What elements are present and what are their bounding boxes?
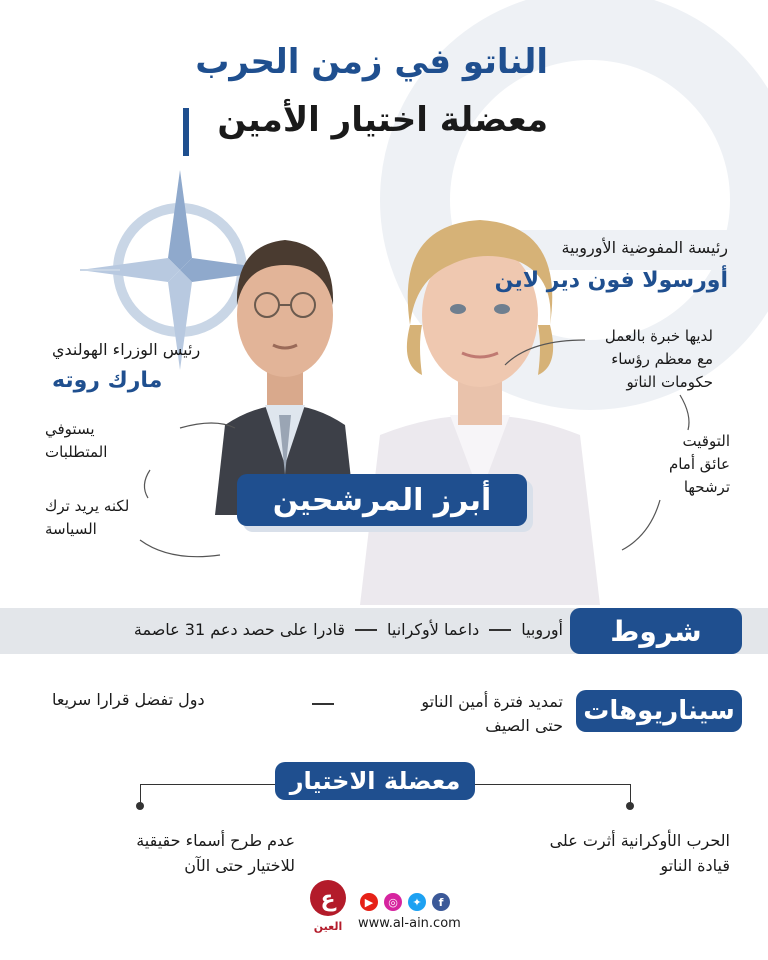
facebook-icon[interactable]: f xyxy=(432,893,450,911)
title-accent-bar xyxy=(183,108,189,156)
dilemma-label: معضلة الاختيار xyxy=(275,762,475,800)
connector-lines xyxy=(0,300,768,570)
left-candidate-note-2: لكنه يريد ترك السياسة xyxy=(45,497,130,538)
scenario-item-2: دول تفضل قرارا سريعا xyxy=(52,690,205,709)
conditions-label: شروط xyxy=(570,608,742,654)
top-candidates-badge: أبرز المرشحين xyxy=(237,474,527,526)
separator-dash xyxy=(489,629,511,631)
scenarios-label: سيناريوهات xyxy=(576,690,742,732)
dilemma-bracket-left xyxy=(140,784,141,804)
conditions-list xyxy=(134,620,563,639)
instagram-icon[interactable]: ◎ xyxy=(384,893,402,911)
logo-text: العين xyxy=(313,920,343,933)
left-candidate-role: رئيس الوزراء الهولندي xyxy=(52,340,201,359)
dilemma-left-text: عدم طرح أسماء حقيقية للاختيار حتى الآن xyxy=(136,831,295,875)
title-line-2: معضلة اختيار الأمين xyxy=(217,100,548,140)
title-line-1: الناتو في زمن الحرب xyxy=(195,42,548,82)
left-candidate-note-1: يستوفي المتطلبات xyxy=(45,420,108,461)
separator-dash xyxy=(355,629,377,631)
website-link[interactable]: www.al-ain.com xyxy=(358,916,461,931)
scenario-item-1: تمديد فترة أمين الناتو حتى الصيف xyxy=(421,692,563,735)
right-candidate-note-1: لديها خبرة بالعمل مع معظم رؤساء حكومات الناتو xyxy=(604,327,713,391)
separator-dash xyxy=(312,703,334,705)
dilemma-bracket-right xyxy=(630,784,631,804)
left-candidate-name: مارك روته xyxy=(52,368,163,393)
logo-letter: ع xyxy=(320,887,336,912)
twitter-icon[interactable]: ✦ xyxy=(408,893,426,911)
al-ain-logo-icon xyxy=(306,878,350,926)
right-candidate-note-2: التوقيت عائق أمام ترشحها xyxy=(668,432,730,496)
youtube-icon[interactable]: ▶ xyxy=(360,893,378,911)
social-icons xyxy=(360,893,450,911)
dilemma-right-text: الحرب الأوكرانية أثرت على قيادة الناتو xyxy=(549,831,730,875)
right-candidate-role: رئيسة المفوضية الأوروبية xyxy=(561,238,728,257)
condition-item: داعما لأوكرانيا xyxy=(386,620,480,639)
dilemma-dot-right xyxy=(626,802,634,810)
condition-item: أوروبيا xyxy=(521,620,563,639)
dilemma-dot-left xyxy=(136,802,144,810)
condition-item: قادرا على حصد دعم 31 عاصمة xyxy=(133,620,345,639)
right-candidate-name: أورسولا فون دير لاين xyxy=(494,268,728,293)
